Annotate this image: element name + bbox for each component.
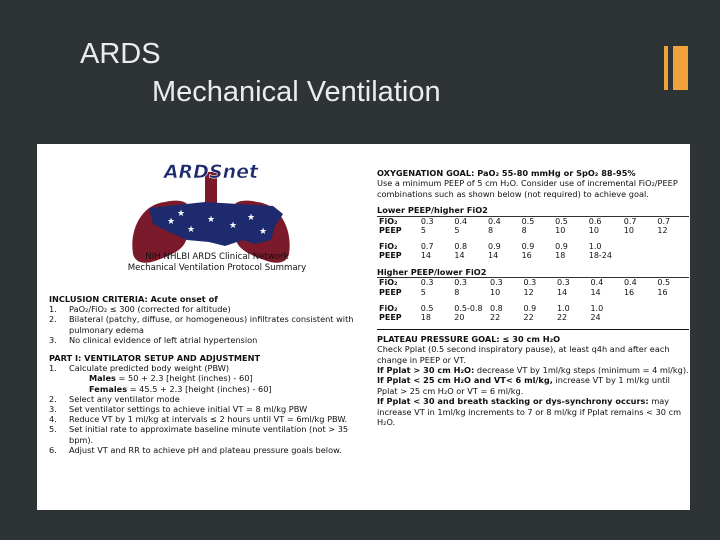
table-cell: 0.9 <box>521 241 535 251</box>
row-label: PEEP <box>379 288 402 297</box>
star-icon: ★ <box>207 215 216 225</box>
table-cell: 0.7 <box>420 241 434 251</box>
plateau-rule-3: If Pplat < 30 and breath stacking or dys-synchrony occurs: may increase VT in 1ml/kg increments to 7 or 8 ml/kg if Pplat remains < 30 cm H₂O. <box>377 396 682 428</box>
row-label: PEEP <box>379 251 402 261</box>
table-cell: 0.5 <box>655 278 689 288</box>
slide-title-line2: Mechanical Ventilation <box>152 76 441 108</box>
table-cell: 18 <box>420 313 431 323</box>
table-cell: 0.3 <box>419 278 452 288</box>
table-cell: 0.3 <box>521 278 554 288</box>
row-label: PEEP <box>379 313 402 323</box>
table-cell: 24 <box>590 313 601 323</box>
table-cell: 5 <box>454 226 460 236</box>
table-cell: 14 <box>420 251 432 261</box>
table-cell: 0.5 <box>420 303 434 313</box>
table-cell: 0.3 <box>555 278 588 288</box>
table-cell: 12 <box>657 226 668 236</box>
inclusion-list <box>49 304 374 345</box>
network-name-block <box>57 252 377 274</box>
list-item: 2. Select any ventilator mode <box>49 393 180 404</box>
table-cell: 0.9 <box>523 303 537 313</box>
accent-bar-thin <box>664 46 668 90</box>
table-row <box>377 313 689 323</box>
plateau-rule-2: If Pplat < 25 cm H₂O and VT< 6 ml/kg, increase VT by 1 ml/kg until Pplat > 25 cm H₂O or VT = 6 ml/kg. <box>377 375 670 396</box>
table-cell: 5 <box>420 288 426 297</box>
table-cell: 22 <box>490 313 501 323</box>
table-cell: 14 <box>590 288 601 297</box>
lower-peep-title: Lower PEEP/higher FiO2 <box>377 205 488 216</box>
table-cell: 0.7 <box>622 216 656 226</box>
table-cell: 0.9 <box>488 241 501 251</box>
table-cell: 12 <box>523 288 534 297</box>
divider <box>377 329 689 330</box>
table-cell: 0.9 <box>555 241 568 251</box>
list-item: 1. PaO₂/FiO₂ ≤ 300 (corrected for altitude) <box>49 304 231 315</box>
table-cell: 10 <box>623 226 634 236</box>
table-cell: 22 <box>523 313 534 323</box>
list-item: 3. No clinical evidence of left atrial hypertension <box>49 334 258 345</box>
row-label: FiO₂ <box>377 216 419 226</box>
part1-list <box>49 363 374 455</box>
table-row <box>377 304 689 314</box>
table-cell: 0.3 <box>452 278 488 288</box>
higher-peep-table <box>377 277 689 322</box>
table-cell: 0.7 <box>655 216 689 226</box>
star-icon: ★ <box>259 227 268 237</box>
table-cell: 10 <box>588 226 599 236</box>
table-cell: 16 <box>657 288 668 297</box>
star-icon: ★ <box>229 221 238 231</box>
right-column <box>377 168 689 427</box>
protocol-card <box>37 144 690 510</box>
table-cell: 0.4 <box>588 278 621 288</box>
table-cell: 8 <box>488 226 494 236</box>
table-cell: 0.4 <box>486 216 520 226</box>
logo-text: ARDSnet <box>163 161 259 183</box>
list-item: 1. Calculate predicted body weight (PBW) <box>49 363 230 374</box>
star-icon: ★ <box>247 213 256 223</box>
plateau-desc: Check Pplat (0.5 second inspiratory pause), at least q4h and after each change in PEEP or VT. <box>377 344 670 365</box>
star-icon: ★ <box>167 217 176 227</box>
table-cell: 16 <box>521 251 532 261</box>
inclusion-header: INCLUSION CRITERIA: Acute onset of <box>49 294 218 304</box>
row-label: PEEP <box>379 226 402 236</box>
table-cell: 14 <box>556 288 568 297</box>
plateau-rule-1: If Pplat > 30 cm H₂O: decrease VT by 1ml/kg steps (minimum = 4 ml/kg). <box>377 365 689 375</box>
table-cell: 8 <box>521 226 527 236</box>
table-row <box>377 288 689 298</box>
table-row <box>377 226 689 236</box>
slide-title-line1: ARDS <box>80 38 161 70</box>
lower-peep-table <box>377 216 689 261</box>
table-cell: 0.8 <box>490 303 503 313</box>
plateau-header: PLATEAU PRESSURE GOAL: ≤ 30 cm H₂O <box>377 333 561 344</box>
table-row <box>377 251 689 261</box>
table-cell: 20 <box>454 313 465 323</box>
table-cell: 18 <box>555 251 566 261</box>
network-name: NIH NHLBI ARDS Clinical Network <box>145 252 289 262</box>
table-cell: 0.3 <box>419 216 453 226</box>
row-label: FiO₂ <box>377 278 419 288</box>
table-cell: 0.3 <box>488 278 521 288</box>
table-row <box>377 278 689 288</box>
pbw-females: Females = 45.5 + 2.3 [height (inches) - 60] <box>89 383 272 394</box>
table-cell: 18-24 <box>588 251 612 261</box>
table-cell: 10 <box>490 288 501 297</box>
table-cell: 0.4 <box>452 216 486 226</box>
table-cell: 1.0 <box>590 303 604 313</box>
table-cell: 22 <box>556 313 568 323</box>
table-cell: 1.0 <box>556 303 570 313</box>
row-label: FiO₂ <box>379 303 398 313</box>
left-column <box>49 294 374 455</box>
table-cell: 14 <box>454 251 465 261</box>
star-icon: ★ <box>187 225 196 235</box>
table-row <box>377 216 689 226</box>
pbw-males: Males = 50 + 2.3 [height (inches) - 60] <box>89 373 253 384</box>
table-cell: 0.5 <box>520 216 554 226</box>
part1-header: PART I: VENTILATOR SETUP AND ADJUSTMENT <box>49 353 261 364</box>
list-item: 2. Bilateral (patchy, diffuse, or homogeneous) infiltrates consistent with pulmonary edema <box>49 314 354 335</box>
list-item: 6. Adjust VT and RR to achieve pH and plateau pressure goals below. <box>49 444 342 455</box>
table-cell: 1.0 <box>588 241 602 251</box>
table-cell: 0.8 <box>454 241 468 251</box>
oxygenation-desc: Use a minimum PEEP of 5 cm H₂O. Consider use of incremental FiO₂/PEEP combinations such as shown below (not required) to achieve goal. <box>377 178 678 199</box>
table-cell: 10 <box>555 226 566 236</box>
table-cell: 0.6 <box>587 216 622 226</box>
table-cell: 8 <box>454 288 460 297</box>
table-cell: 0.4 <box>622 278 655 288</box>
table-row <box>377 242 689 252</box>
higher-peep-title: Higher PEEP/lower FiO2 <box>377 267 487 277</box>
table-cell: 16 <box>623 288 635 297</box>
summary-title: Mechanical Ventilation Protocol Summary <box>127 263 307 273</box>
star-icon: ★ <box>177 209 186 219</box>
table-cell: 14 <box>488 251 499 261</box>
list-item: 5. Set initial rate to approximate baseline minute ventilation (not > 35 bpm). <box>49 424 349 445</box>
list-item: 4. Reduce VT by 1 ml/kg at intervals ≤ 2 hours until VT = 6ml/kg PBW. <box>49 414 348 425</box>
table-cell: 0.5-0.8 <box>454 303 483 313</box>
accent-bar-thick <box>673 46 688 90</box>
list-item: 3. Set ventilator settings to achieve initial VT = 8 ml/kg PBW <box>49 404 308 415</box>
table-cell: 0.5 <box>553 216 587 226</box>
oxygenation-header: OXYGENATION GOAL: PaO₂ 55-80 mmHg or SpO₂ 88-95% <box>377 168 636 178</box>
row-label: FiO₂ <box>379 241 398 251</box>
table-cell: 5 <box>420 226 426 236</box>
